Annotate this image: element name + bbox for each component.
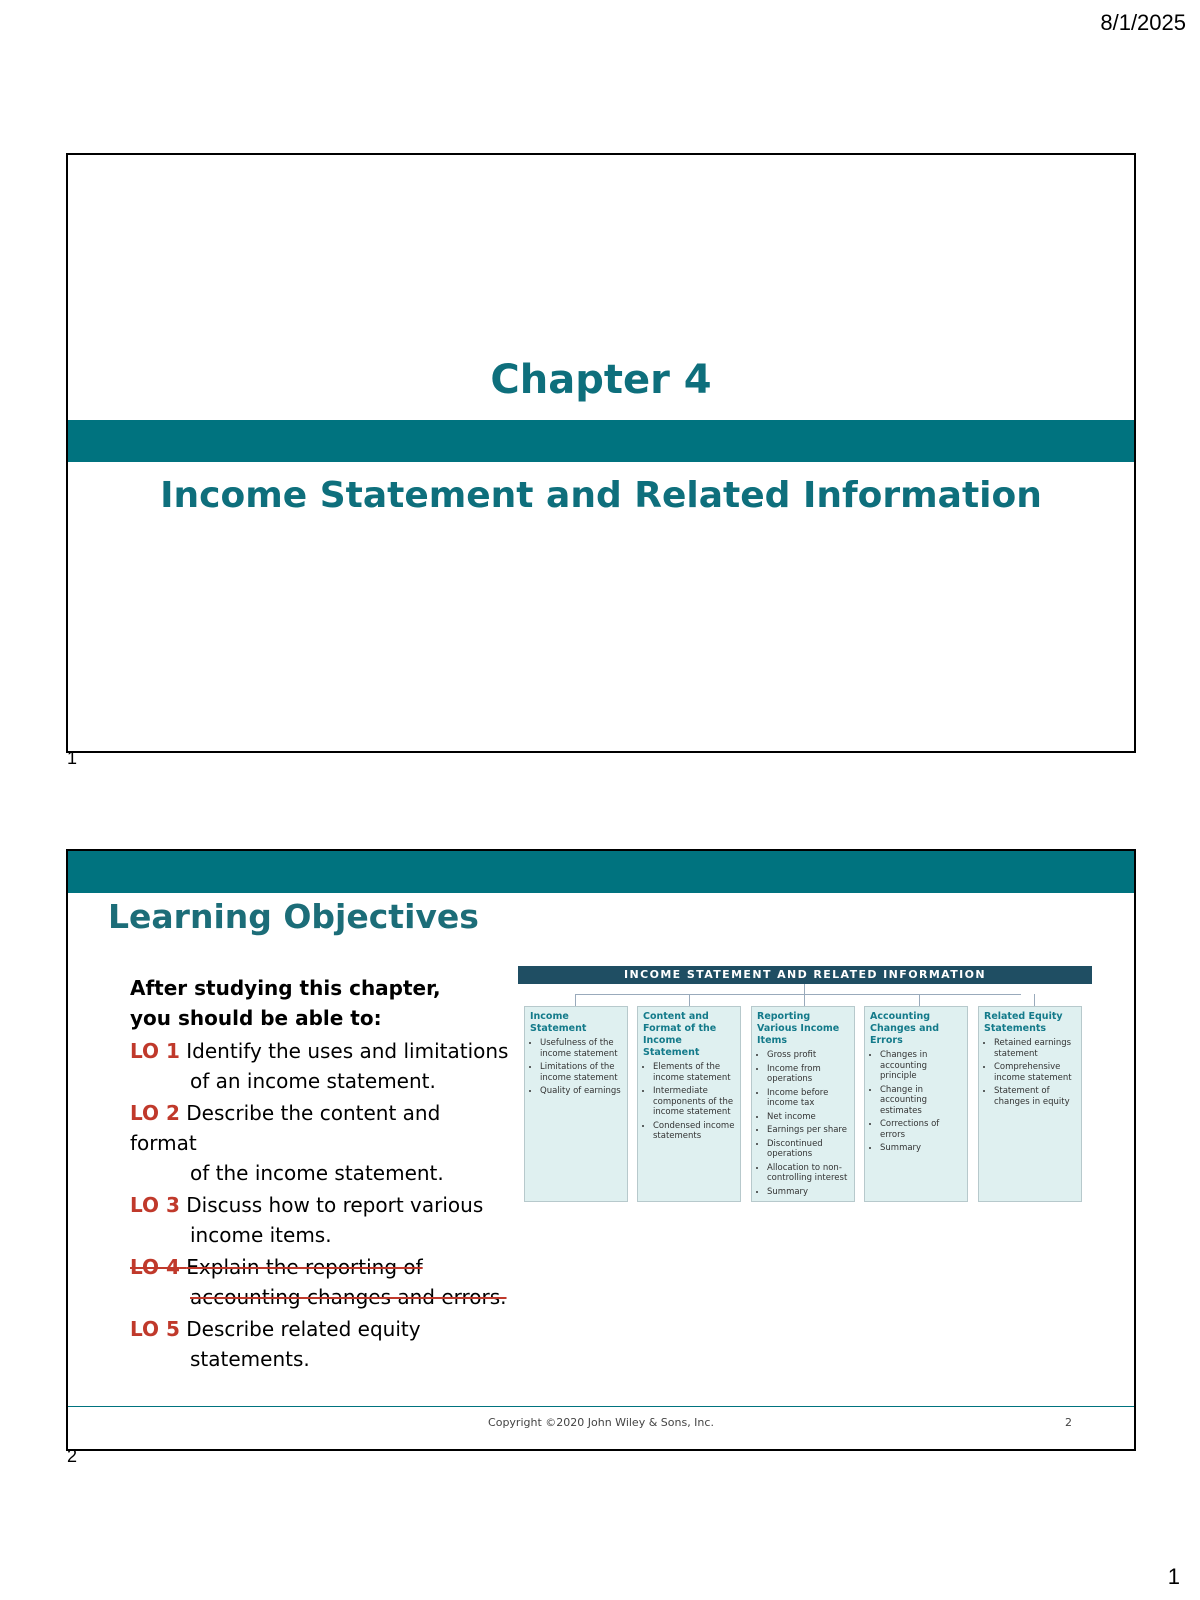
- column-title: Related Equity Statements: [984, 1011, 1063, 1034]
- footer-divider: [68, 1406, 1134, 1407]
- connector-line: [919, 994, 920, 1006]
- slide-2: [66, 849, 1136, 1451]
- column-title: Income Statement: [530, 1011, 587, 1034]
- objective-item-struck: [130, 1252, 510, 1312]
- objective-text: Discuss how to report various: [186, 1193, 484, 1217]
- column-item: • Net income: [767, 1112, 849, 1123]
- header-band: [68, 851, 1134, 893]
- column-item: • Allocation to non-controlling interest: [767, 1163, 849, 1184]
- objective-item: [130, 1190, 510, 1250]
- learning-objectives-list: [130, 1036, 510, 1376]
- column-item: • Income from operations: [767, 1064, 849, 1085]
- column-item: • Changes in accounting principle: [880, 1050, 962, 1082]
- objective-code: LO 2: [130, 1101, 180, 1125]
- column-item: • Quality of earnings: [540, 1086, 622, 1097]
- objective-text-cont: of an income statement.: [190, 1069, 436, 1093]
- slide-2-number: 2: [67, 1446, 78, 1466]
- diagram-column: [864, 1006, 968, 1202]
- column-item: • Elements of the income statement: [653, 1062, 735, 1083]
- print-date: 8/1/2025: [1100, 10, 1186, 35]
- title-band: [68, 420, 1134, 462]
- slide-2-title: Learning Objectives: [108, 897, 479, 936]
- objective-text-cont: of the income statement.: [190, 1161, 444, 1185]
- column-item: • Statement of changes in equity: [994, 1086, 1076, 1107]
- objective-text: Identify the uses and limitations: [186, 1039, 509, 1063]
- diagram-column: [978, 1006, 1082, 1202]
- column-item: • Earnings per share: [767, 1125, 849, 1136]
- objective-text-cont: income items.: [190, 1223, 332, 1247]
- connector-line: [575, 994, 576, 1006]
- column-title: Reporting Various Income Items: [757, 1011, 840, 1046]
- objective-code: LO 1: [130, 1039, 180, 1063]
- column-item: • Gross profit: [767, 1050, 849, 1061]
- column-item: • Summary: [767, 1187, 849, 1198]
- connector-line: [575, 994, 1021, 995]
- diagram-column: [637, 1006, 741, 1202]
- diagram-column: [524, 1006, 628, 1202]
- intro-text: After studying this chapter, you should be able to:: [130, 976, 441, 1030]
- column-item: • Income before income tax: [767, 1088, 849, 1109]
- objective-text: Explain the reporting of: [186, 1255, 423, 1279]
- slide-1-number: 1: [67, 748, 78, 768]
- column-item: • Summary: [880, 1143, 962, 1154]
- chapter-overview-diagram: [518, 966, 1092, 1206]
- slide-1-subtitle: Income Statement and Related Information: [160, 475, 1042, 516]
- connector-line: [804, 984, 805, 994]
- column-item: • Retained earnings statement: [994, 1038, 1076, 1059]
- connector-line: [804, 994, 805, 1006]
- slide-1-title: Chapter 4: [490, 357, 712, 403]
- objective-text: Describe related equity: [186, 1317, 421, 1341]
- objective-code: LO 5: [130, 1317, 180, 1341]
- objective-text: Describe the content and format: [130, 1101, 441, 1155]
- connector-line: [689, 994, 690, 1006]
- column-item: • Discontinued operations: [767, 1139, 849, 1160]
- slide-footer-number: 2: [1065, 1416, 1072, 1429]
- connector-line: [1034, 994, 1035, 1006]
- column-item: • Corrections of errors: [880, 1119, 962, 1140]
- objective-text-cont: statements.: [190, 1347, 310, 1371]
- column-item: • Change in accounting estimates: [880, 1085, 962, 1117]
- objective-text-cont: accounting changes and errors.: [190, 1285, 507, 1309]
- objective-code: LO 4: [130, 1255, 180, 1279]
- objective-item: [130, 1314, 510, 1374]
- copyright-text: Copyright ©2020 John Wiley & Sons, Inc.: [488, 1416, 714, 1429]
- column-title: Accounting Changes and Errors: [870, 1011, 940, 1046]
- diagram-column: [751, 1006, 855, 1202]
- column-item: • Usefulness of the income statement: [540, 1038, 622, 1059]
- diagram-header: INCOME STATEMENT AND RELATED INFORMATION: [518, 966, 1092, 984]
- column-item: • Limitations of the income statement: [540, 1062, 622, 1083]
- page-number: 1: [1167, 1564, 1180, 1589]
- column-item: • Intermediate components of the income statement: [653, 1086, 735, 1118]
- column-title: Content and Format of the Income Statement: [643, 1011, 717, 1058]
- objective-item: [130, 1098, 510, 1188]
- objective-code: LO 3: [130, 1193, 180, 1217]
- column-item: • Condensed income statements: [653, 1121, 735, 1142]
- objective-item: [130, 1036, 510, 1096]
- slide-1: [66, 153, 1136, 753]
- column-item: • Comprehensive income statement: [994, 1062, 1076, 1083]
